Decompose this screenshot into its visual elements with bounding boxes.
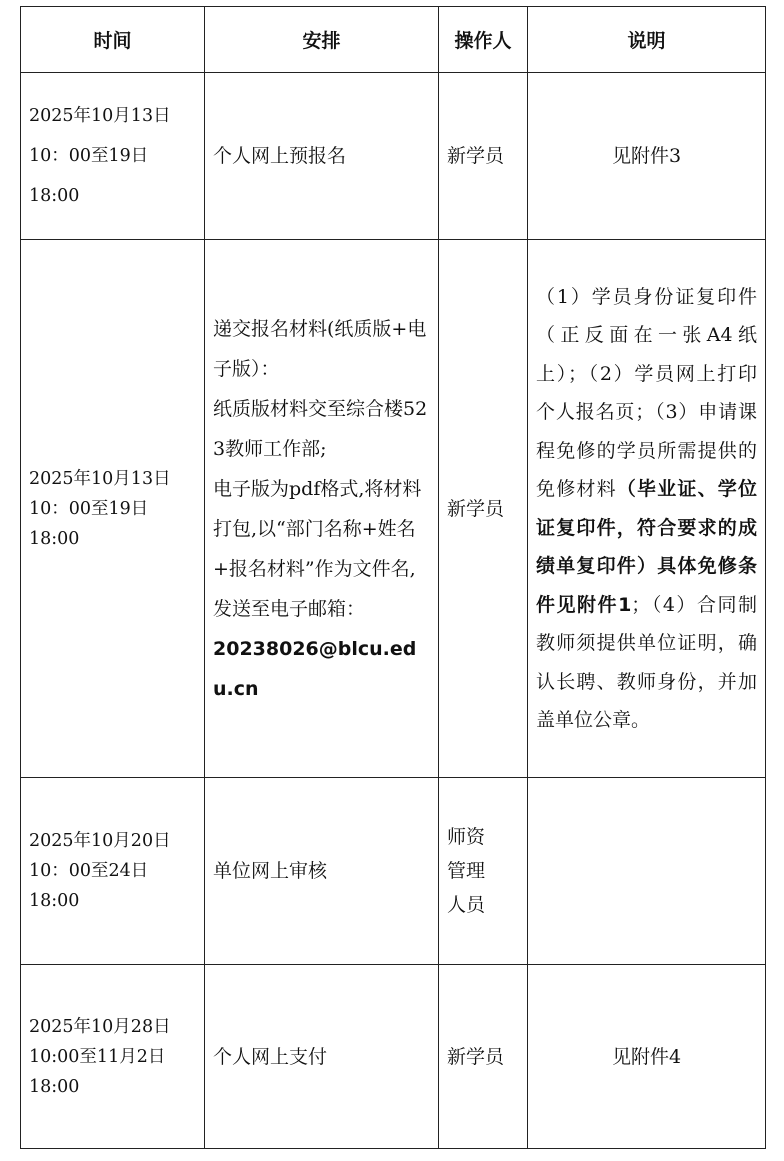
time-text: 2025年10月28日10:00至11月2日18:00: [29, 1016, 171, 1097]
arrangement-cell: 个人网上预报名: [205, 73, 439, 240]
note-text: （1）学员身份证复印件（正反面在一张A4纸上）；（2）学员网上打印个人报名页；（3）申请课程免修的学员所需提供的免修材料: [536, 285, 757, 500]
note-text-end: ；（4）合同制教师须提供单位证明，确认长聘、教师身份，并加盖单位公章。: [536, 593, 757, 731]
operator-cell: 新学员: [439, 240, 528, 778]
table-row: [21, 73, 766, 240]
time-cell: [21, 73, 205, 240]
note-cell: 见附件3: [528, 73, 766, 240]
time-cell: [21, 240, 205, 778]
email-text: 20238026@blcu.edu.cn: [213, 637, 417, 700]
operator-cell: [439, 778, 528, 965]
header-arrangement: 安排: [205, 7, 439, 73]
note-bold-text: （毕业证、学位证复印件，符合要求的成绩单复印件）具体免修条件见附件1: [536, 478, 757, 616]
note-cell: [528, 778, 766, 965]
time-cell: [21, 778, 205, 965]
schedule-table: [20, 6, 766, 1149]
time-text: 2025年10月13日10：00至19日18:00: [29, 468, 171, 549]
table-row: [21, 965, 766, 1149]
header-row: [21, 7, 766, 73]
note-cell: [528, 240, 766, 778]
time-cell: [21, 965, 205, 1149]
arrangement-paper: 纸质版材料交至综合楼523教师工作部;: [213, 397, 428, 460]
arrangement-intro: 递交报名材料(纸质版+电子版）：: [213, 317, 427, 380]
operator-cell: 新学员: [439, 73, 528, 240]
table-row: [21, 778, 766, 965]
header-operator: 操作人: [439, 7, 528, 73]
header-time: 时间: [21, 7, 205, 73]
time-text: 2025年10月13日10：00至19日18:00: [29, 106, 171, 206]
arrangement-cell: 个人网上支付: [205, 965, 439, 1149]
arrangement-cell: [205, 240, 439, 778]
operator-text: 师资管理人员: [447, 826, 486, 916]
arrangement-electronic: 电子版为pdf格式,将材料打包,以“部门名称+姓名+报名材料”作为文件名,发送至电子邮箱：: [213, 477, 422, 620]
note-cell: 见附件4: [528, 965, 766, 1149]
arrangement-cell: 单位网上审核: [205, 778, 439, 965]
header-note: 说明: [528, 7, 766, 73]
operator-cell: 新学员: [439, 965, 528, 1149]
time-text: 2025年10月20日10：00至24日18:00: [29, 831, 171, 911]
table-row: [21, 240, 766, 778]
